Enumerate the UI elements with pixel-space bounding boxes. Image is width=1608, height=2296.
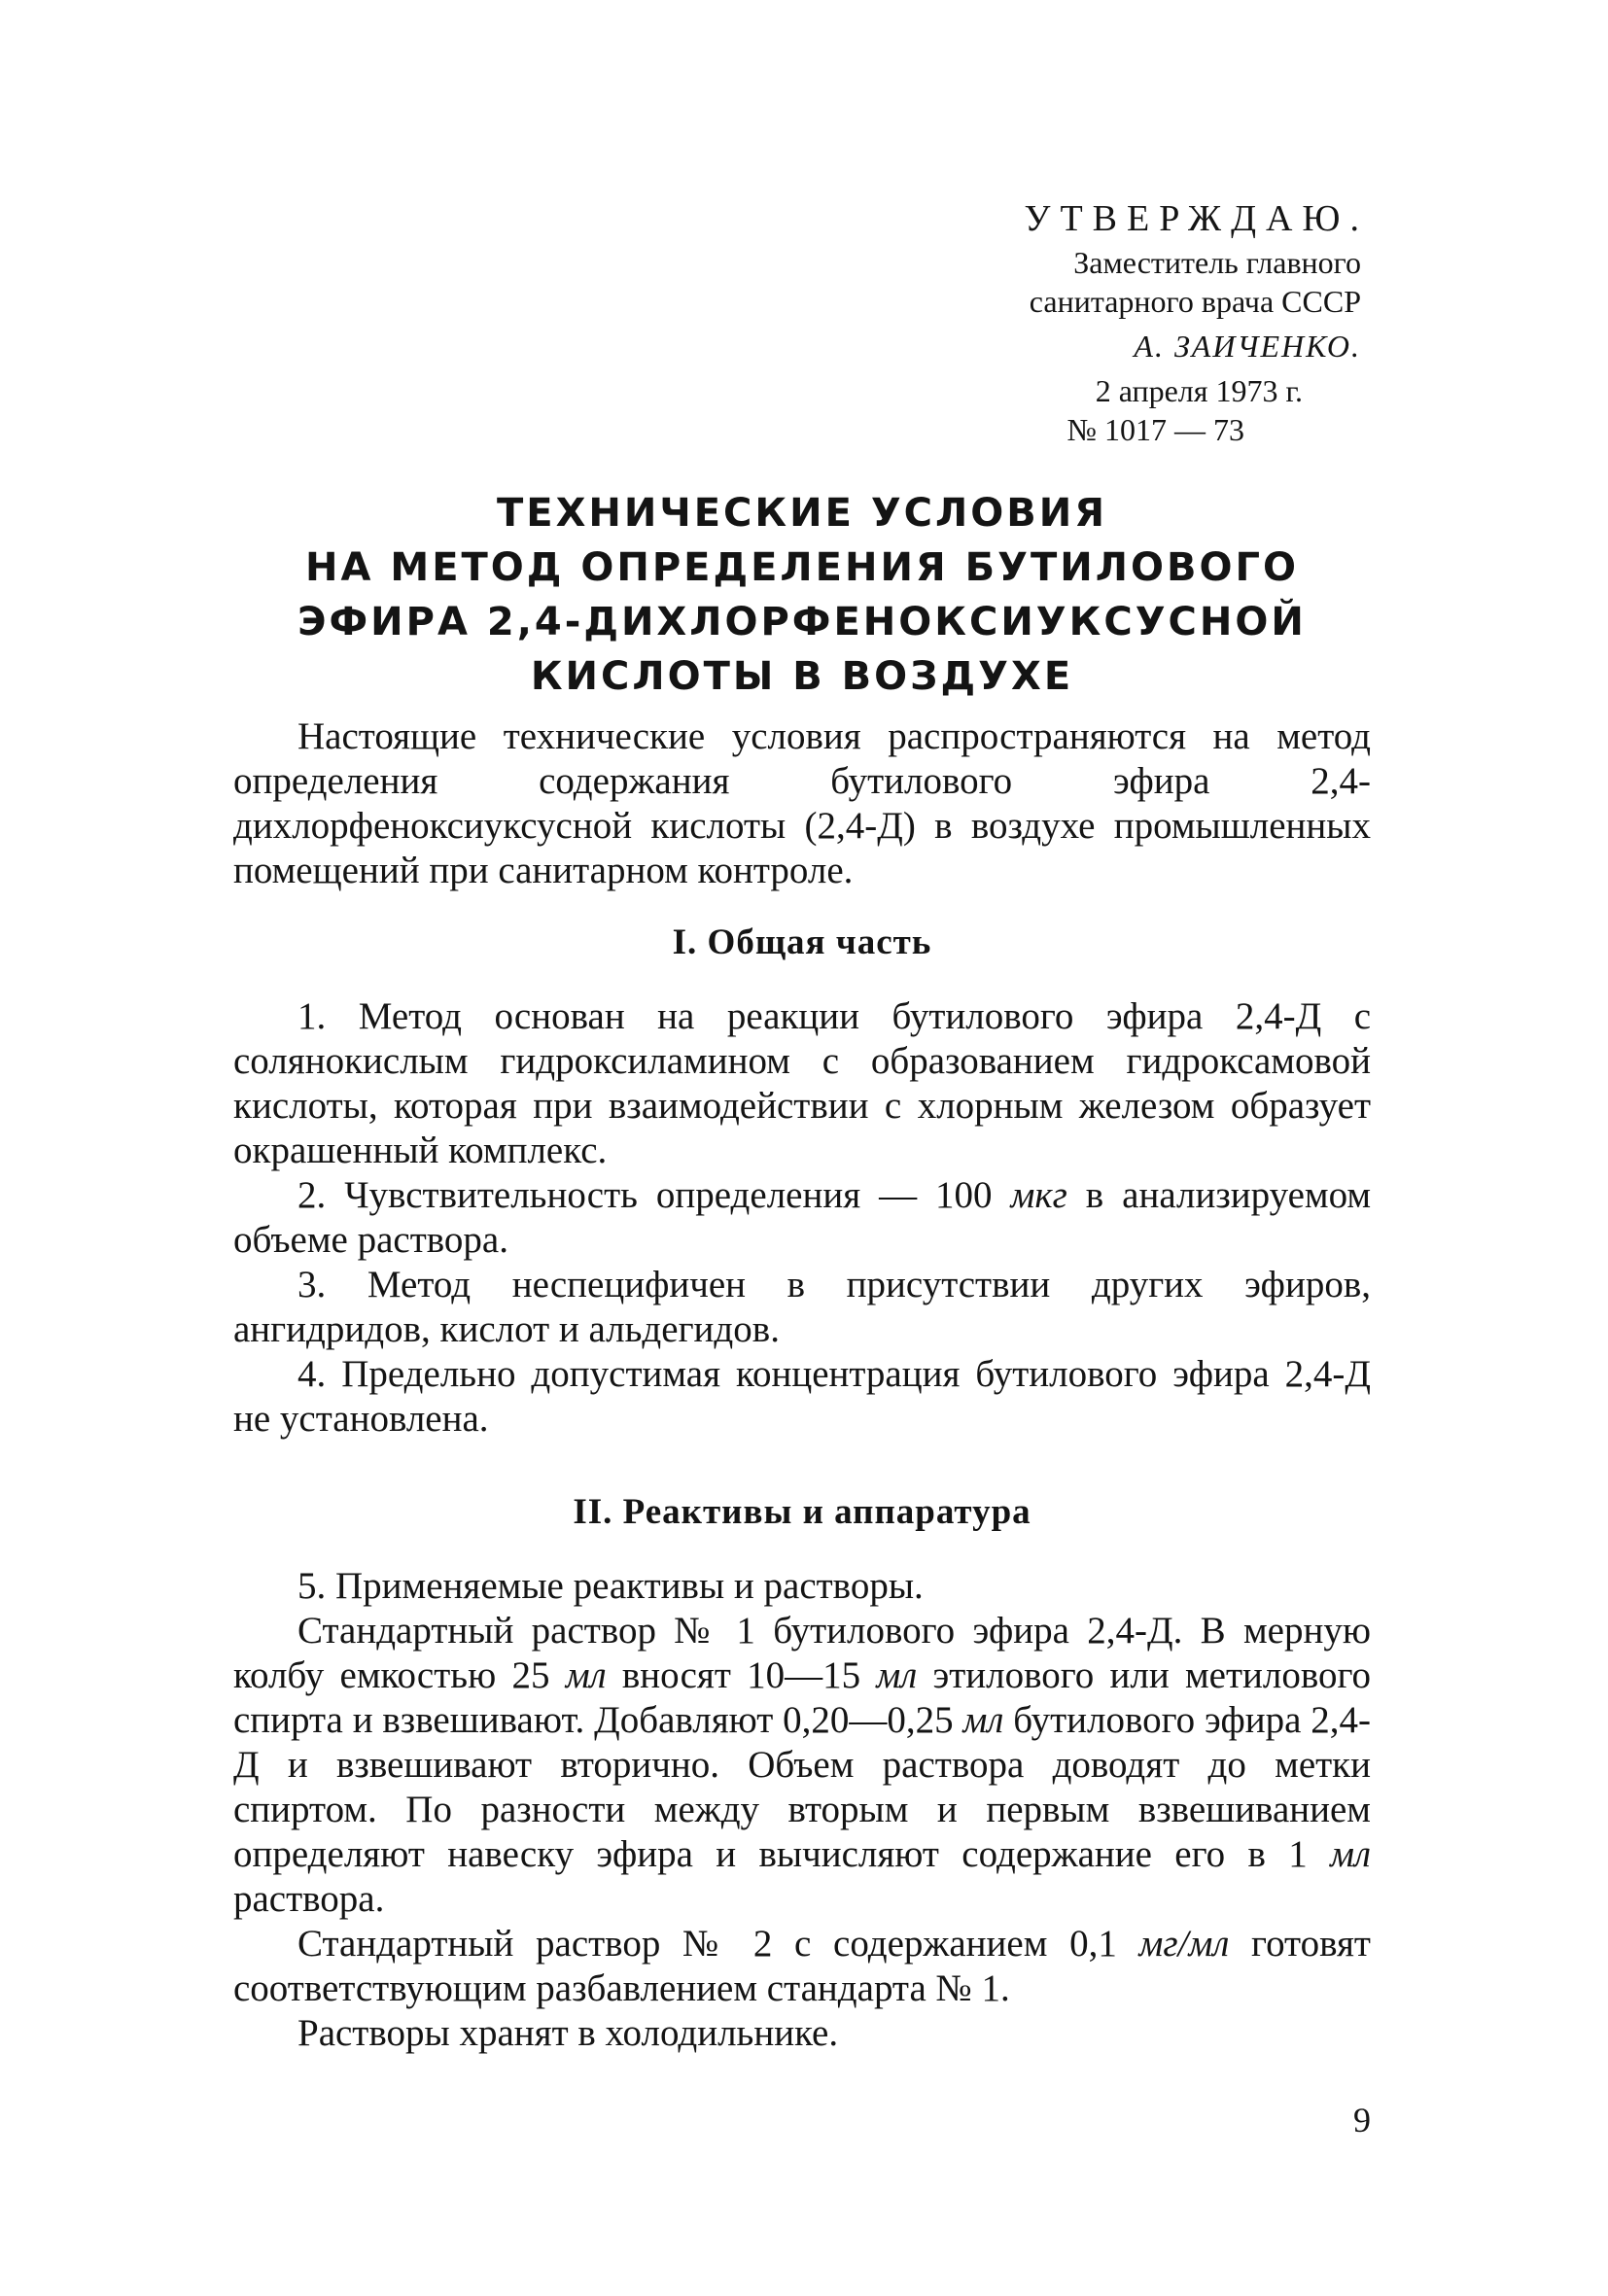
unit-ml: мл xyxy=(1330,1833,1371,1875)
unit-ml: мл xyxy=(565,1654,607,1696)
page-number: 9 xyxy=(1353,2101,1371,2139)
item-5-paragraph: 5. Применяемые реактивы и растворы. xyxy=(297,1565,924,1607)
item-1-paragraph: 1. Метод основан на реакции бутилового эфира 2,4-Д с солянокислым гидроксиламином с образованием гидроксамовой кислоты, которая при взаимодействии с хлорным железом образует окрашенный комплекс. xyxy=(233,995,1371,1171)
std1-text: бутилового эфира 2,4-Д и взвешивают вторично. Объем раствора доводят до метки спиртом. По разности между вторым и первым взвешиванием определяют навеску эфира и вычисляют содержание его в 1 xyxy=(233,1699,1372,1875)
item-2-paragraph xyxy=(233,1173,1371,1263)
std1-text: вносят 10—15 xyxy=(606,1654,877,1696)
title-line: ЭФИРА 2,4-ДИХЛОРФЕНОКСИУКСУСНОЙ xyxy=(297,600,1307,644)
item-4-paragraph: 4. Предельно допустимая концентрация бутилового эфира 2,4-Д не установлена. xyxy=(233,1353,1371,1440)
unit-ml: мл xyxy=(876,1654,918,1696)
item-2-text: в анализируемом объеме раствора. xyxy=(233,1174,1372,1261)
title-line: НА МЕТОД ОПРЕДЕЛЕНИЯ БУТИЛОВОГО xyxy=(305,545,1299,590)
standard-1-paragraph xyxy=(233,1609,1371,1922)
unit-mkg: мкг xyxy=(1010,1174,1067,1216)
section-heading-reagents: II. Реактивы и аппаратура xyxy=(573,1492,1031,1532)
approval-heading: УТВЕРЖДАЮ. xyxy=(1024,198,1369,239)
approval-date: 2 апреля 1973 г. xyxy=(1095,373,1303,408)
std2-text: готовят соответствующим разбавлением стандарта № 1. xyxy=(233,1923,1371,2009)
std1-text: раствора. xyxy=(233,1878,385,1920)
unit-mg-per-ml: мг/мл xyxy=(1138,1923,1230,1965)
intro-paragraph: Настоящие технические условия распространяются на метод определения содержания бутилового эфира 2,4-дихлорфеноксиуксусной кислоты (2,4-Д) в воздухе промышленных помещений при санитарном контроле. xyxy=(233,715,1371,891)
approval-number: № 1017 — 73 xyxy=(1066,412,1244,447)
approval-position-line2: санитарного врача СССР xyxy=(1029,284,1361,319)
std1-text: этилового или метилового спирта и взвешивают. Добавляют 0,20—0,25 xyxy=(233,1654,1371,1741)
section-heading-general: I. Общая часть xyxy=(672,922,932,962)
standard-2-paragraph xyxy=(233,1922,1371,2011)
approval-position-line1: Заместитель главного xyxy=(1073,245,1361,280)
approval-block xyxy=(933,194,1369,449)
approval-signer: А. ЗАИЧЕНКО. xyxy=(1134,329,1361,364)
unit-ml: мл xyxy=(962,1699,1004,1741)
document-title xyxy=(233,486,1371,704)
std2-text: Стандартный раствор № 2 с содержанием 0,1 xyxy=(297,1923,1139,1965)
storage-paragraph: Растворы хранят в холодильнике. xyxy=(297,2012,839,2054)
document-body xyxy=(233,714,1371,2056)
std1-text: Стандартный раствор № 1 бутилового эфира 2,4-Д. В мерную колбу емкостью 25 xyxy=(233,1610,1371,1696)
item-2-text: 2. Чувствительность определения — 100 xyxy=(297,1174,1011,1216)
title-line: ТЕХНИЧЕСКИЕ УСЛОВИЯ xyxy=(496,491,1107,536)
title-line: КИСЛОТЫ В ВОЗДУХЕ xyxy=(530,654,1074,699)
item-3-paragraph: 3. Метод неспецифичен в присутствии других эфиров, ангидридов, кислот и альдегидов. xyxy=(233,1264,1371,1350)
